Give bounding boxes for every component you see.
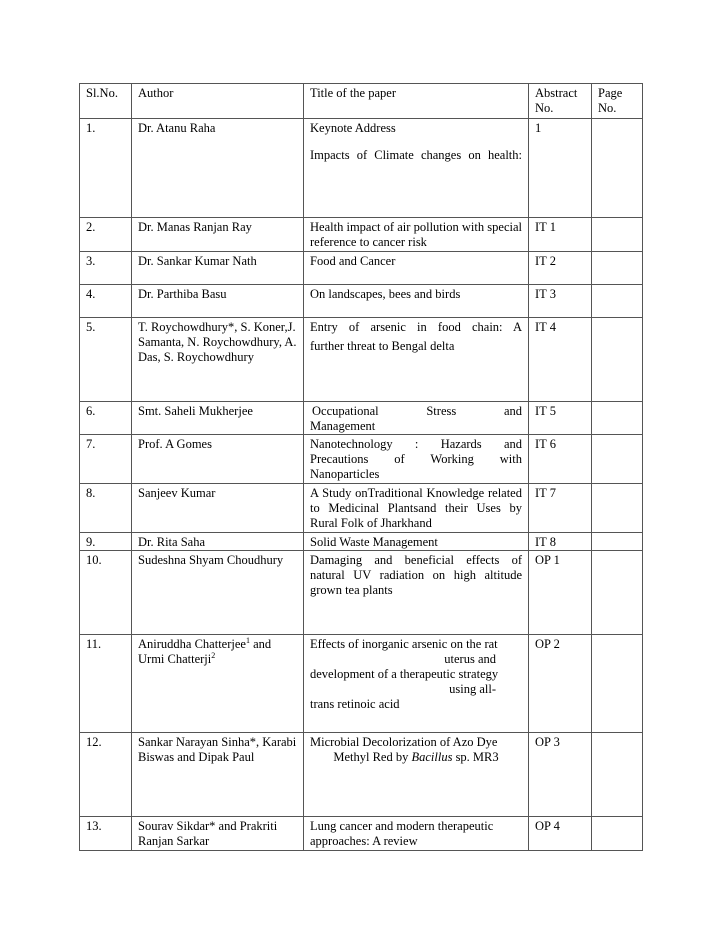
row-title: [304, 119, 529, 218]
table-row: [80, 817, 643, 851]
row-author: [132, 635, 304, 733]
header-abstract: Abstract No.: [529, 84, 592, 119]
row-page: [592, 733, 643, 817]
row-title: [304, 402, 529, 435]
row-page: [592, 218, 643, 252]
row-title-line: Methyl Red by Bacillus sp. MR3: [333, 750, 499, 764]
row-slno: 3.: [80, 252, 132, 285]
papers-table: [79, 83, 643, 851]
row-page: [592, 817, 643, 851]
row-title: Health impact of air pollution with special reference to cancer risk: [304, 218, 529, 252]
row-title-line: Occupational Stress and: [312, 404, 522, 418]
row-slno: 5.: [80, 318, 132, 402]
row-title: [304, 733, 529, 817]
header-author: Author: [132, 84, 304, 119]
row-page: [592, 119, 643, 218]
row-title-line: using all-: [449, 682, 496, 696]
row-title-line: Microbial Decolorization of Azo Dye: [310, 735, 498, 749]
row-title: Damaging and beneficial effects of natural UV radiation on high altitude grown tea plants: [304, 551, 529, 635]
table-row: [80, 635, 643, 733]
row-slno: 10.: [80, 551, 132, 635]
table-row: [80, 533, 643, 551]
row-abstract: OP 2: [529, 635, 592, 733]
row-abstract: IT 4: [529, 318, 592, 402]
row-slno: 13.: [80, 817, 132, 851]
row-slno: 6.: [80, 402, 132, 435]
row-slno: 7.: [80, 435, 132, 484]
row-title: [304, 635, 529, 733]
row-abstract: 1: [529, 119, 592, 218]
row-abstract: IT 1: [529, 218, 592, 252]
table-row: [80, 484, 643, 533]
row-abstract: OP 3: [529, 733, 592, 817]
row-title: Nanotechnology : Hazards and Precautions of Working with Nanoparticles: [304, 435, 529, 484]
row-title-line: Entry of arsenic in food chain: A: [310, 320, 522, 334]
row-page: [592, 533, 643, 551]
header-slno: Sl.No.: [80, 84, 132, 119]
row-slno: 12.: [80, 733, 132, 817]
table-row: [80, 402, 643, 435]
species-name: Bacillus: [411, 750, 453, 764]
row-page: [592, 635, 643, 733]
row-author: Sanjeev Kumar: [132, 484, 304, 533]
row-author: Sankar Narayan Sinha*, Karabi Biswas and Dipak Paul: [132, 733, 304, 817]
row-page: [592, 484, 643, 533]
row-title-line: Keynote Address: [310, 121, 396, 135]
row-slno: 9.: [80, 533, 132, 551]
row-author: T. Roychowdhury*, S. Koner,J. Samanta, N. Roychowdhury, A. Das, S. Roychowdhury: [132, 318, 304, 402]
row-abstract: IT 3: [529, 285, 592, 318]
row-page: [592, 435, 643, 484]
row-page: [592, 252, 643, 285]
row-author: Prof. A Gomes: [132, 435, 304, 484]
author-name: Aniruddha Chatterjee: [138, 637, 246, 651]
row-abstract: OP 1: [529, 551, 592, 635]
row-title-line: further threat to Bengal delta: [310, 339, 455, 353]
table-row: [80, 218, 643, 252]
row-abstract: IT 6: [529, 435, 592, 484]
row-abstract: IT 8: [529, 533, 592, 551]
row-title: Lung cancer and modern therapeutic approaches: A review: [304, 817, 529, 851]
header-page: Page No.: [592, 84, 643, 119]
row-page: [592, 402, 643, 435]
row-slno: 11.: [80, 635, 132, 733]
row-slno: 8.: [80, 484, 132, 533]
row-title: [304, 318, 529, 402]
row-title-line: trans retinoic acid: [310, 697, 400, 711]
row-title-line: Effects of inorganic arsenic on the rat: [310, 637, 498, 651]
row-author: Sourav Sikdar* and Prakriti Ranjan Sarkar: [132, 817, 304, 851]
row-author: Dr. Rita Saha: [132, 533, 304, 551]
row-author: Sudeshna Shyam Choudhury: [132, 551, 304, 635]
row-slno: 4.: [80, 285, 132, 318]
table-row: [80, 551, 643, 635]
row-author: Dr. Sankar Kumar Nath: [132, 252, 304, 285]
row-author: Smt. Saheli Mukherjee: [132, 402, 304, 435]
row-title-line: uterus and: [444, 652, 496, 666]
row-slno: 1.: [80, 119, 132, 218]
row-page: [592, 551, 643, 635]
header-title: Title of the paper: [304, 84, 529, 119]
row-abstract: IT 7: [529, 484, 592, 533]
author-name: and Urmi Chatterji: [138, 637, 272, 666]
row-abstract: IT 2: [529, 252, 592, 285]
row-title: Solid Waste Management: [304, 533, 529, 551]
affiliation-mark: 2: [211, 650, 216, 660]
row-slno: 2.: [80, 218, 132, 252]
affiliation-mark: 1: [245, 635, 250, 645]
row-page: [592, 318, 643, 402]
row-abstract: OP 4: [529, 817, 592, 851]
row-title-line: Impacts of Climate changes on health:: [310, 148, 522, 162]
table-row: [80, 285, 643, 318]
row-abstract: IT 5: [529, 402, 592, 435]
header-row: [80, 84, 643, 119]
row-title: On landscapes, bees and birds: [304, 285, 529, 318]
table-row: [80, 733, 643, 817]
row-title-line: Management: [310, 419, 376, 433]
table-row: [80, 318, 643, 402]
row-title: Food and Cancer: [304, 252, 529, 285]
row-author: Dr. Atanu Raha: [132, 119, 304, 218]
row-author: Dr. Manas Ranjan Ray: [132, 218, 304, 252]
row-page: [592, 285, 643, 318]
table-row: [80, 252, 643, 285]
row-title-line: development of a therapeutic strategy: [310, 667, 499, 681]
row-author: Dr. Parthiba Basu: [132, 285, 304, 318]
table-row: [80, 435, 643, 484]
row-title: A Study onTraditional Knowledge related to Medicinal Plantsand their Uses by Rural Folk of Jharkhand: [304, 484, 529, 533]
table-row: [80, 119, 643, 218]
